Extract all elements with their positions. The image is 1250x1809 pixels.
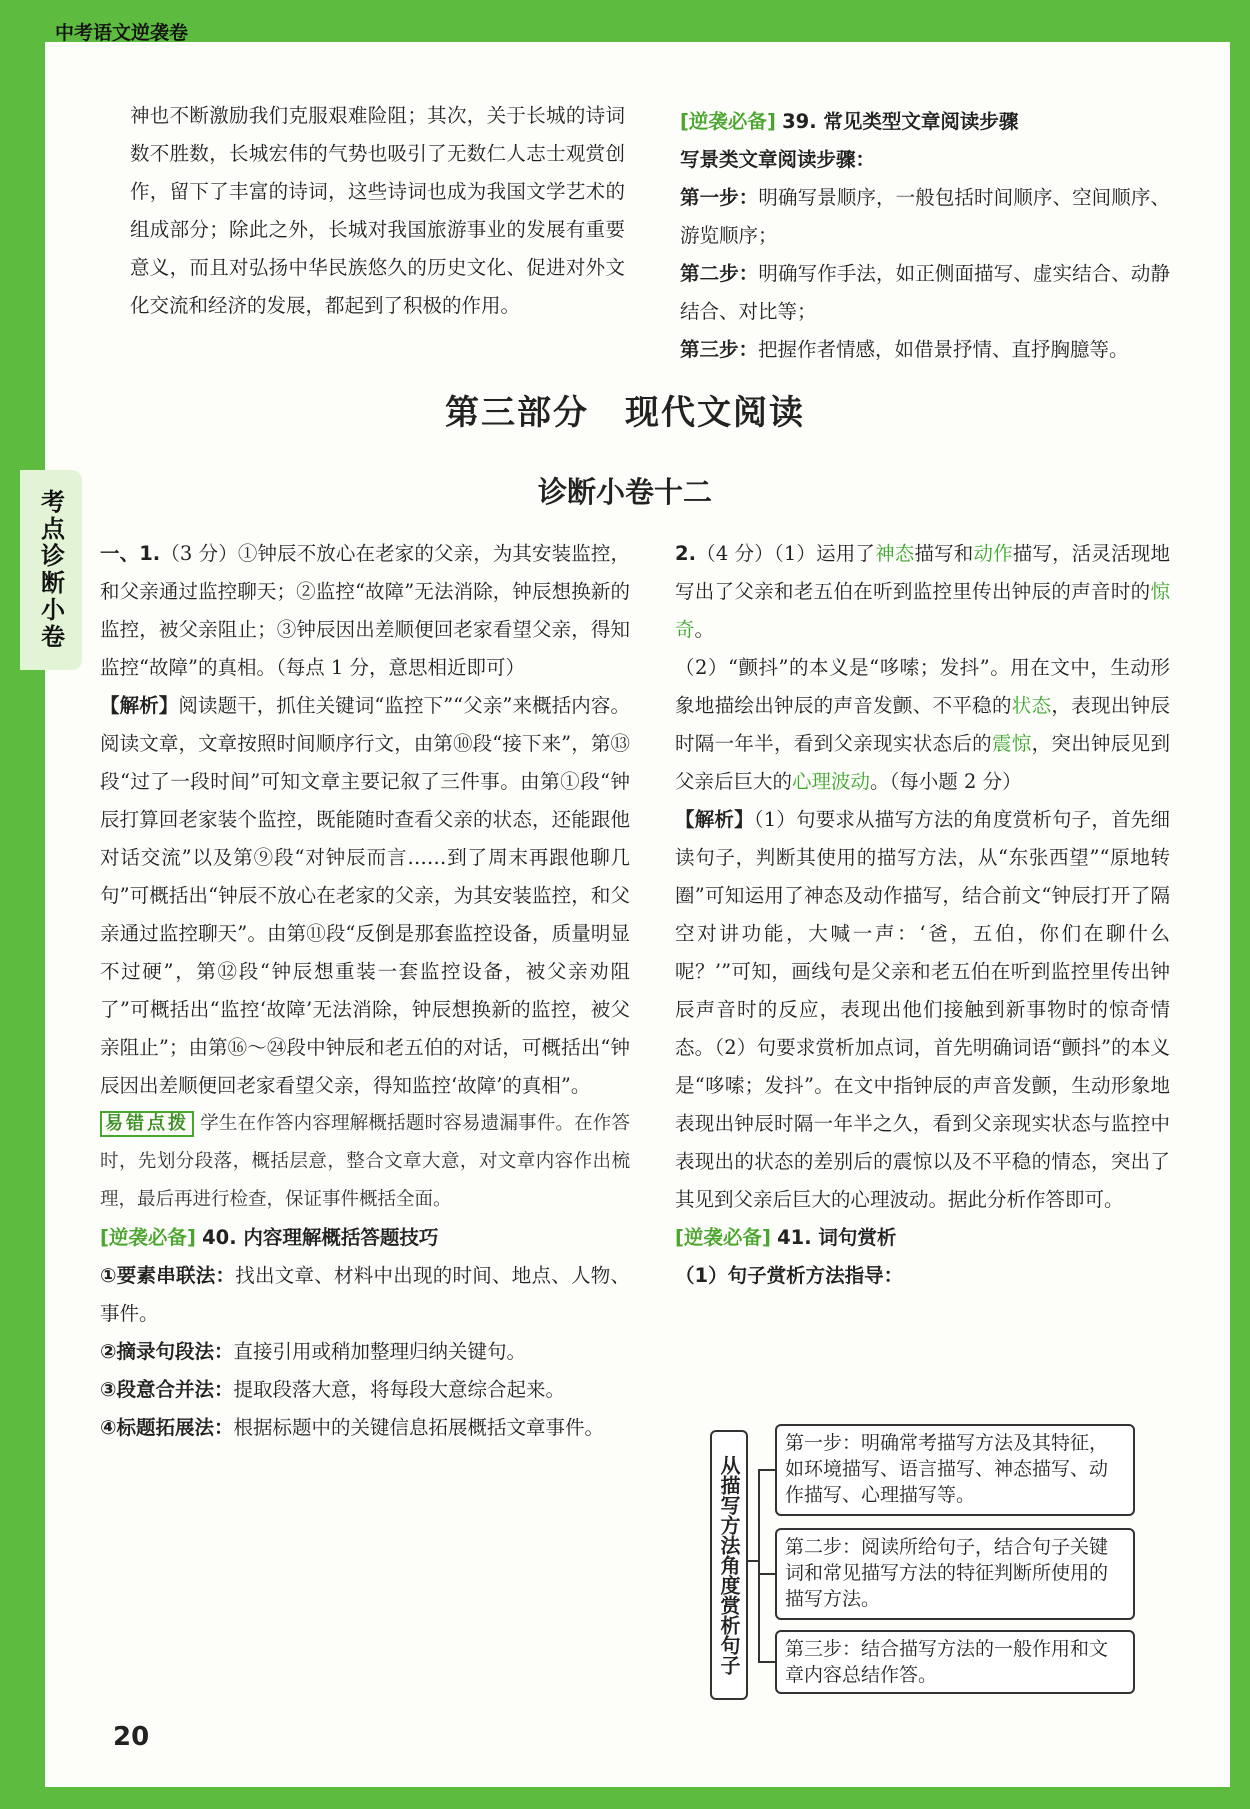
q2-number: 2. [675, 542, 696, 565]
q2-a2-mid1: ，表现出钟辰时隔一年半，看到父亲现实状态后的 [675, 694, 1170, 755]
diagram-step-3: 第三步：结合描写方法的一般作用和文章内容总结作答。 [775, 1630, 1135, 1694]
diagram-connector-1 [758, 1469, 775, 1471]
q2-a2-end: 。（每小题 2 分） [870, 770, 1022, 793]
tip3-text: 提取段落大意，将每段大意综合起来。 [233, 1378, 566, 1401]
counterattack-tag: [ 逆袭必备 ] [680, 110, 776, 133]
q1-analysis: 阅读题干，抓住关键词“监控下”“父亲”来概括内容。阅读文章，文章按照时间顺序行文，由第⑩段“接下来”，第⑬段“过了一段时间”可知文章主要记叙了三件事。由第①段“钟辰打算回老家装个监控，既能随时查看父亲的状态，还能跟他对话交流”以及第⑨段“对钟辰而言……到了周末再跟他聊几句”可概括出“钟辰不放心在老家的父亲，为其安装监控，和父亲通过监控聊天”。由第⑪段“反倒是那套监控设备，质量明显不过硬”，第⑫段“钟辰想重装一套监控设备，被父亲劝阻了”可概括出“监控‘故障’无法消除，钟辰想换新的监控，被父亲阻止”；由第⑯～㉔段中钟辰和老五伯的对话，可概括出“钟辰因出差顺便回老家看望父亲，得知监控‘故障’的真相”。 [100, 694, 630, 1097]
tip-subheading: 写景类文章阅读步骤： [680, 148, 876, 171]
tip2-label: ②摘录句段法： [100, 1340, 234, 1363]
tip2-text: 直接引用或稍加整理归纳关键句。 [233, 1340, 527, 1363]
q1-analysis-label: 【解析】 [100, 694, 179, 717]
diagram-connector-v [758, 1469, 760, 1663]
q2-a1-mid1: 描写和 [914, 542, 974, 565]
q2-a2-pre: （2）“颤抖”的本义是“哆嗦；发抖”。用在文中，生动形象地描绘出钟辰的声音发颤、不平稳的 [675, 656, 1170, 717]
q2-analysis-label: 【解析】 [675, 808, 754, 831]
q2-a1-end: 。 [694, 618, 715, 641]
q2-a2-mid2: ，突出钟辰见到父亲后巨大的 [675, 732, 1170, 793]
keyword-shentai: 神态 [875, 542, 915, 565]
q2-analysis: （1）句要求从描写方法的角度赏析句子，首先细读句子，判断其使用的描写方法，从“东张西望”“原地转圈”可知运用了神态及动作描写，结合前文“钟辰打开了隔空对讲功能，大喊一声：‘爸，五伯，你们在聊什么呢？’”可知，画线句是父亲和老五伯在听到监控里传出钟辰声音时的反应，表现出他们接触到新事物时的惊奇情态。（2）句要求赏析加点词，首先明确词语“颤抖”的本义是“哆嗦；发抖”。在文中指钟辰的声音发颤，生动形象地表现出钟辰时隔一年半之久，看到父亲现实状态与监控中表现出的状态的差别后的震惊以及不平稳的情态，突出了其见到父亲后巨大的心理波动。据此分析作答即可。 [675, 808, 1170, 1211]
tip3-label: ③段意合并法： [100, 1378, 234, 1401]
step1-text: 明确写景顺序，一般包括时间顺序、空间顺序、游览顺序； [680, 186, 1170, 247]
step3-label: 第三步： [680, 338, 759, 361]
continuation-paragraph: 神也不断激励我们克服艰难险阻；其次，关于长城的诗词数不胜数，长城宏伟的气势也吸引了无数仁人志士观赏创作，留下了丰富的诗词，这些诗词也成为我国文学艺术的组成部分；除此之外，长城对我国旅游事业的发展有重要意义，而且对弘扬中华民族悠久的历史文化、促进对外文化交流和经济的发展，都起到了积极的作用。 [130, 104, 625, 317]
tip-heading: 39. 常见类型文章阅读步骤 [782, 110, 1019, 133]
step3-text: 把握作者情感，如借景抒情、直抒胸臆等。 [758, 338, 1129, 361]
question-1-answer [100, 535, 630, 1447]
top-right-box [680, 103, 1170, 369]
keyword-zhuangtai: 状态 [1011, 694, 1052, 717]
book-title: 中考语文逆袭卷 [55, 22, 189, 44]
keyword-dongzuo: 动作 [973, 542, 1013, 565]
diagram-connector-2 [758, 1573, 775, 1575]
q2-a1-pre: （4 分）（1）运用了 [695, 542, 876, 565]
q1-tips-heading: 40. 内容理解概括答题技巧 [202, 1226, 439, 1249]
q2-heading: 41. 词句赏析 [777, 1226, 897, 1249]
question-2-answer [675, 535, 1170, 1295]
part-title: 第三部分 现代文阅读 [445, 393, 805, 433]
tip1-text: 找出文章、材料中出现的时间、地点、人物、事件。 [100, 1264, 630, 1325]
q1-tag: [ 逆袭必备 ] [100, 1226, 196, 1249]
step1-label: 第一步： [680, 186, 759, 209]
step2-label: 第二步： [680, 262, 759, 285]
top-left-text-block [130, 97, 625, 325]
step2-text: 明确写作手法，如正侧面描写、虚实结合、动静结合、对比等； [680, 262, 1170, 323]
keyword-xinlibodong: 心理波动 [792, 770, 871, 793]
diagram-root: 从描写方法角度赏析句子 [710, 1430, 748, 1700]
diagram-connector-3 [758, 1661, 775, 1663]
section-title: 诊断小卷十二 [537, 475, 712, 509]
diagram-step-1: 第一步：明确常考描写方法及其特征，如环境描写、语言描写、神态描写、动作描写、心理描写等。 [775, 1424, 1135, 1516]
easy-error-badge: 易错点拨 [100, 1111, 194, 1137]
tip1-label: ①要素串联法： [100, 1264, 236, 1287]
q1-number: 一、1. [100, 542, 161, 565]
page-number: 20 [113, 1722, 150, 1752]
q2-tag: [ 逆袭必备 ] [675, 1226, 771, 1249]
q2-a1-mid2: 描写，活灵活现地写出了父亲和老五伯在听到监控里传出钟辰的声音时的 [675, 542, 1170, 603]
q2-guide: （1）句子赏析方法指导： [675, 1264, 904, 1287]
keyword-zhenjing: 震惊 [991, 732, 1032, 755]
tip4-text: 根据标题中的关键信息拓展概括文章事件。 [233, 1416, 605, 1439]
tip4-label: ④标题拓展法： [100, 1416, 234, 1439]
side-tab-label: 考点诊断小卷 [20, 470, 82, 670]
diagram-step-2: 第二步：阅读所给句子，结合句子关键词和常见描写方法的特征判断所使用的描写方法。 [775, 1528, 1135, 1620]
keyword-jingqi: 惊奇 [675, 580, 1170, 641]
q1-answer: （3 分）①钟辰不放心在老家的父亲，为其安装监控，和父亲通过监控聊天；②监控“故障”无法消除，钟辰想换新的监控，被父亲阻止；③钟辰因出差顺便回老家看望父亲，得知监控“故障”的真相。（每点 1 分，意思相近即可） [100, 542, 630, 679]
easy-error-text: 学生在作答内容理解概括题时容易遗漏事件。在作答时，先划分段落，概括层意，整合文章大意，对文章内容作出梳理，最后再进行检查，保证事件概括全面。 [100, 1113, 630, 1210]
